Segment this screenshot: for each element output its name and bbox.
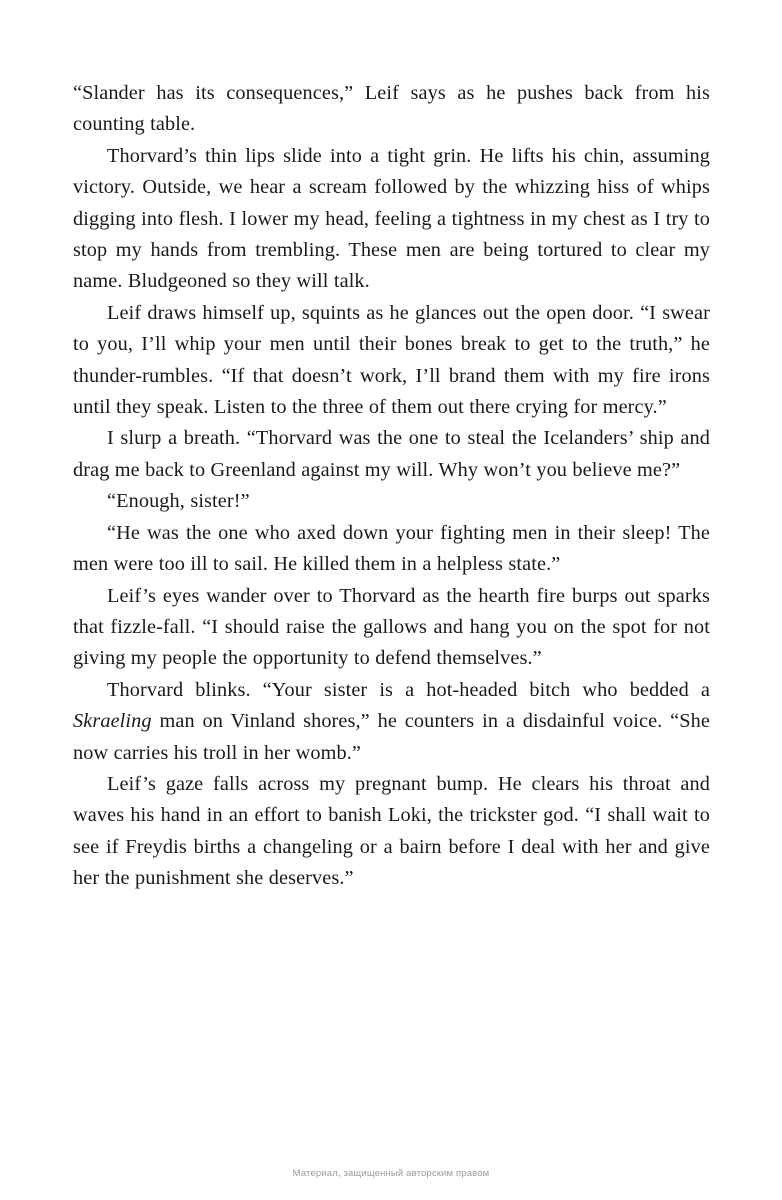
paragraph: Leif’s gaze falls across my pregnant bump. He clears his throat and waves his hand in an effort to banish Loki, the trickster god. “I shall wait to see if Freydis births a changeling or a bairn before I deal with her and give her the punishment she deserves.” (73, 772, 710, 890)
paragraph: Leif draws himself up, squints as he glances out the open door. “I swear to you, I’ll whip your men until their bones break to get to the truth,” he thunder-rumbles. “If that doesn’t work, I’ll brand them with my fire irons until they speak. Listen to the three of them out there crying for mercy.” (73, 301, 710, 419)
paragraph: Thorvard’s thin lips slide into a tight grin. He lifts his chin, assuming victory. Outside, we hear a scream followed by the whizzing hiss of whips digging into flesh. I lower my head, feeling a tightness in my chest as I try to stop my hands from trembling. These men are being tortured to clear my name. Bludgeoned so they will talk. (73, 144, 710, 293)
page-text-column (73, 78, 710, 895)
paragraph: I slurp a breath. “Thorvard was the one to steal the Icelanders’ ship and drag me back to Greenland against my will. Why won’t you believe me?” (73, 427, 710, 481)
paragraph: Thorvard blinks. “Your sister is a hot-headed bitch who bedded a Skraeling man on Vinland shores,” he counters in a disdainful voice. “She now carries his troll in her womb.” (73, 678, 710, 764)
paragraph: “Enough, sister!” (107, 490, 250, 513)
copyright-notice: Материал, защищенный авторским правом (292, 1168, 490, 1179)
paragraph: “Slander has its consequences,” Leif says as he pushes back from his counting table. (73, 82, 710, 136)
paragraph: “He was the one who axed down your fighting men in their sleep! The men were too ill to sail. He killed them in a helpless state.” (73, 521, 710, 576)
paragraph: Leif’s eyes wander over to Thorvard as the hearth fire burps out sparks that fizzle-fall. “I should raise the gallows and hang you on the spot for not giving my people the opportunity to defend themselves.” (73, 584, 710, 670)
